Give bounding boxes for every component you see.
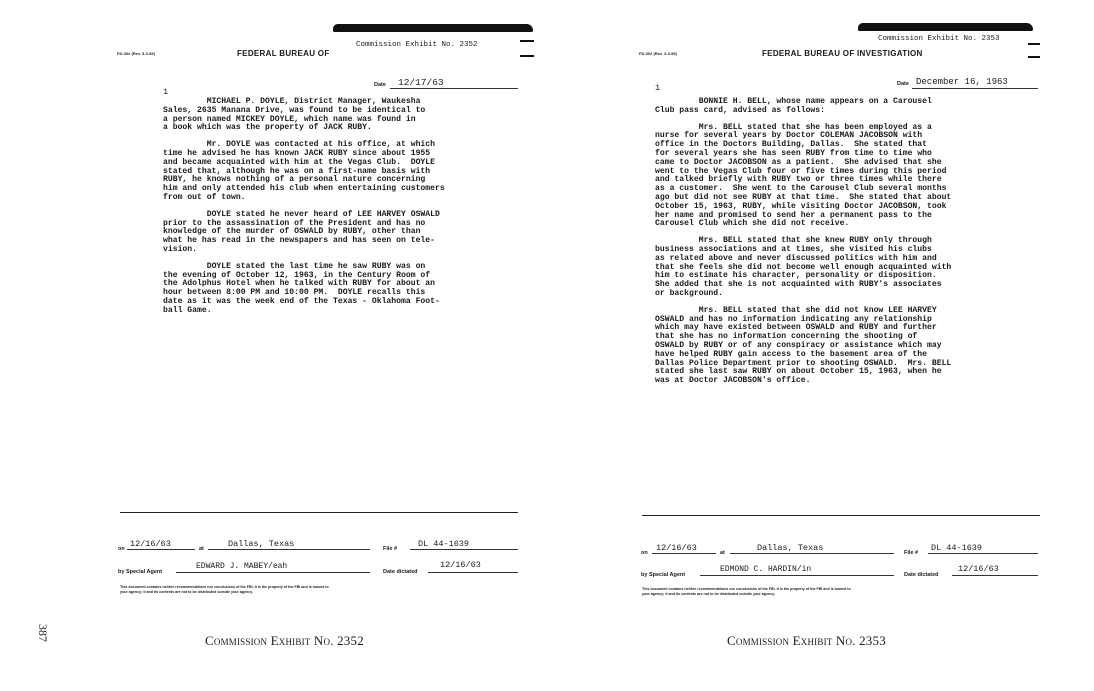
caption-prefix: Commission Exhibit No.	[727, 633, 856, 648]
paragraph: DOYLE stated he never heard of LEE HARVEY OSWALD prior to the assassination of the President and has no knowledge of the murder of OSWALD by RUBY, other than what he has read in the newspapers and has seen on tele- vision.	[163, 209, 440, 254]
agency-header: FEDERAL BUREAU OF INVESTIGATION	[762, 49, 923, 58]
page-mark: 1	[163, 87, 169, 97]
on-date: 12/16/63	[656, 543, 697, 553]
agent-label: by Special Agent	[118, 569, 163, 575]
on-label: on	[118, 546, 125, 552]
location-underline	[208, 549, 370, 550]
exhibit-label: Commission Exhibit No. 2353	[878, 35, 1000, 43]
date-label: Date	[374, 82, 386, 88]
redaction-bar	[333, 24, 533, 32]
edge-mark	[520, 55, 534, 57]
caption-prefix: Commission Exhibit No.	[205, 633, 334, 648]
statement-body	[163, 98, 445, 316]
dictated-label: Date dictated	[904, 572, 939, 578]
paragraph: Mrs. BELL stated that she did not know LEE HARVEY OSWALD and has no information indicating any relationship which may have existed between OSWALD and RUBY and further that she has no information concerning the shooting of OSWALD by RUBY or of any conspiracy or assistance which may have helped RUBY gain access to the basement area of the Dallas Police Department prior to shooting OSWALD. Mrs. BELL stated she last saw RUBY on about October 15, 1963, when he was at Doctor JACOBSON's office.	[655, 305, 952, 386]
location: Dallas, Texas	[228, 539, 295, 549]
agent-label: by Special Agent	[641, 572, 686, 578]
file-underline	[410, 549, 518, 550]
file-number: DL 44-1639	[418, 539, 470, 549]
agent-underline	[176, 572, 370, 573]
date-value: 12/17/63	[398, 77, 444, 88]
page-mark: 1	[655, 83, 661, 93]
agent-name: EDWARD J. MABEY/eah	[196, 562, 288, 571]
edge-mark	[520, 40, 534, 42]
redaction-bar	[858, 23, 1033, 31]
exhibit-caption	[727, 633, 886, 649]
dictated-date: 12/16/63	[440, 560, 481, 570]
exhibit-label: Commission Exhibit No. 2352	[356, 41, 478, 49]
at-label: at	[199, 546, 204, 552]
caption-number: 2353	[859, 633, 886, 648]
form-number: FD-302 (Rev. 3-3-59)	[639, 51, 677, 56]
footer-rule	[120, 512, 518, 513]
footer-rule	[642, 515, 1040, 516]
paragraph: Mrs. BELL stated that she has been employed as a nurse for several years by Doctor COLEMAN JACOBSON with office in the Doctors Building, Dallas. She stated that for several years she has seen RUBY from time to time who came to Doctor JACOBSON as a patient. She advised that she went to the Vegas Club four or five times during this period and talked briefly with RUBY two or three times while there as a customer. She went to the Carousel Club several months ago but did not see RUBY at that time. She stated that about October 15, 1963, RUBY, while visiting Doctor JACOBSON, took her name and promised to send her a permanent pass to the Carousel Club which she did not receive.	[655, 122, 952, 229]
on-underline	[652, 553, 716, 554]
agent-name: EDMOND C. HARDIN/in	[720, 565, 812, 574]
statement-body	[655, 98, 951, 386]
file-label: File #	[383, 546, 398, 552]
location: Dallas, Texas	[757, 543, 824, 553]
agent-underline	[700, 575, 894, 576]
paragraph: DOYLE stated the last time he saw RUBY was on the evening of October 12, 1963, in the Century Room of the Adolphus Hotel when he talked with RUBY for about an hour between 8:00 PM and 10:00 PM. DOYLE recalls this date as it was the week end of the Texas - Oklahoma Foot- ball Game.	[163, 261, 440, 315]
file-label: File #	[904, 550, 919, 556]
dictated-underline	[428, 572, 518, 573]
paragraph: MICHAEL P. DOYLE, District Manager, Waukesha Sales, 2635 Manana Drive, was found to be identical to a person named MICKEY DOYLE, which name was found in a book which was the property of JACK RUBY.	[163, 97, 426, 133]
on-date: 12/16/63	[130, 539, 171, 549]
file-number: DL 44-1639	[931, 543, 983, 553]
caption-number: 2352	[337, 633, 364, 648]
paragraph: Mrs. BELL stated that she knew RUBY only through business associations and at times, she visited his clubs as related above and never discussed politics with him and that she feels she did not become well enough acquainted with him to estimate his character, personality or disposition. She added that she is not acquainted with RUBY's associates or background.	[655, 236, 952, 298]
footer-note: This document contains neither recommendations nor conclusions of the FBI. It is the property of the FBI and is loaned to your agency; it and its contents are not to be distributed outside your agency.	[120, 585, 329, 594]
dictated-underline	[952, 575, 1038, 576]
edge-mark	[1028, 43, 1040, 45]
date-label: Date	[897, 81, 909, 87]
date-underline	[390, 88, 518, 89]
at-label: at	[720, 550, 725, 556]
on-label: on	[641, 550, 648, 556]
form-number: FD-302 (Rev. 3-3-59)	[117, 51, 155, 56]
paragraph: Mr. DOYLE was contacted at his office, at which time he advised he has known JACK RUBY since about 1955 and became acquainted with him at the Vegas Club. DOYLE stated that, although he was on a first-name basis with RUBY, he knows nothing of a personal nature concerning him and only attended his club when entertaining customers from out of town.	[163, 140, 445, 202]
date-underline	[912, 88, 1038, 89]
exhibit-caption	[205, 633, 364, 649]
page-number: 387	[36, 624, 50, 642]
date-value: December 16, 1963	[916, 77, 1008, 87]
edge-mark	[1028, 56, 1040, 58]
dictated-label: Date dictated	[383, 569, 418, 575]
on-underline	[127, 549, 195, 550]
dictated-date: 12/16/63	[958, 564, 999, 574]
location-underline	[730, 553, 894, 554]
file-underline	[928, 553, 1038, 554]
footer-note: This document contains neither recommendations nor conclusions of the FBI. It is the property of the FBI and is loaned to your agency; it and its contents are not to be distributed outside your agency.	[642, 587, 851, 596]
paragraph: BONNIE H. BELL, whose name appears on a Carousel Club pass card, advised as follows:	[655, 97, 932, 115]
agency-header: FEDERAL BUREAU OF	[237, 49, 330, 58]
